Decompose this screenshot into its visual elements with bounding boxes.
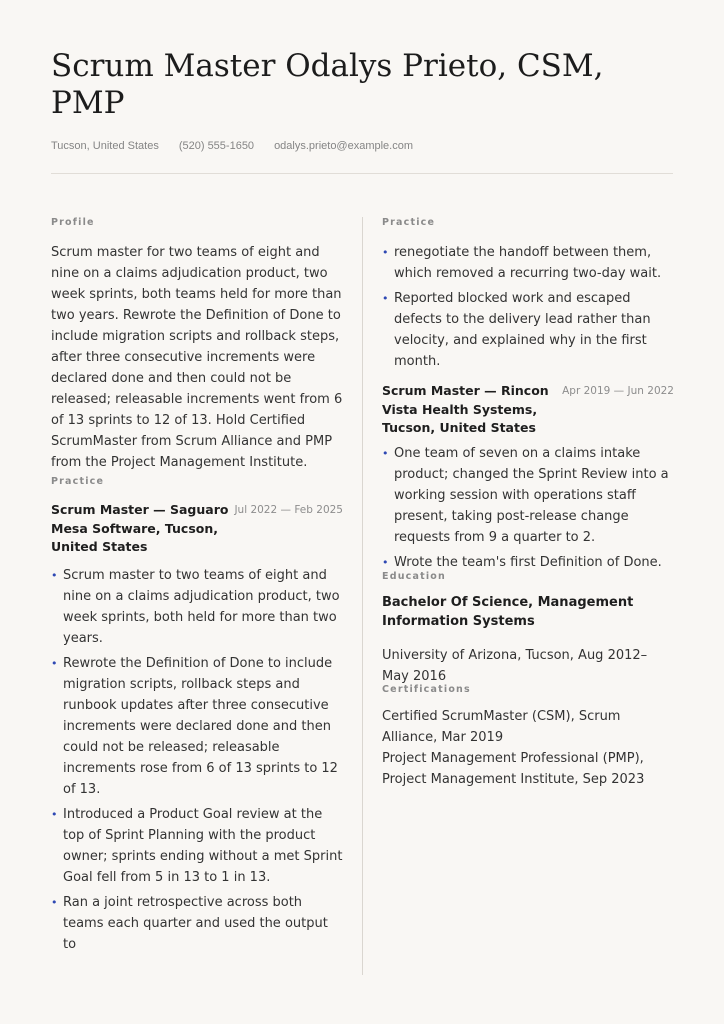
list-item: • Introduced a Product Goal review at the top of Sprint Planning with the product owner; sprints ending without a met Sprint Goal fell from 5 in 13 to 1 in 13. — [51, 804, 343, 888]
section-label-certifications: Certifications — [382, 683, 471, 695]
job-dates: Jul 2022 — Feb 2025 — [234, 504, 343, 516]
bullet-dot-icon: • — [51, 807, 58, 821]
profile-summary: Scrum master for two teams of eight and nine on a claims adjudication product, two week sprints, both teams held for more than two years. Rewrote the Definition of Done to include migration scripts and rollback steps, after three consecutive increments were declared done and then could not be released; releasable increments went from 6 of 13 sprints to 12 of 13. Hold Certified ScrumMaster from Scrum Alliance and PMP from the Project Management Institute. — [51, 245, 343, 470]
resume-header — [51, 48, 673, 152]
list-item: • Ran a joint retrospective across both teams each quarter and used the output to — [51, 892, 343, 955]
job-1-bullets — [51, 565, 343, 955]
job-title: Scrum Master — Rincon Vista Health Systems, Tucson, United States — [382, 383, 549, 435]
contact-line — [51, 140, 673, 152]
education-degree: Bachelor Of Science, Management Information Systems — [382, 594, 634, 629]
bullet-dot-icon: • — [382, 555, 389, 569]
bullet-dot-icon: • — [382, 246, 389, 259]
job-header-1 — [51, 501, 343, 557]
job-title: Scrum Master — Saguaro Mesa Software, Tucson, United States — [51, 502, 229, 554]
bullet-dot-icon: • — [382, 292, 389, 305]
certification-item: Project Management Professional (PMP), Project Management Institute, Sep 2023 — [382, 750, 645, 787]
bullet-dot-icon: • — [51, 895, 58, 909]
list-item: • renegotiate the handoff between them, which removed a recurring two-day wait. — [382, 242, 674, 284]
list-item: • Reported blocked work and escaped defects to the delivery lead rather than velocity, and explained why in the first month. — [382, 288, 674, 372]
list-item: • Wrote the team's first Definition of Done. — [382, 552, 674, 573]
section-label-practice-continued: Practice — [382, 217, 436, 228]
list-item: • One team of seven on a claims intake product; changed the Sprint Review into a working session with operations staff present, taking post-release change requests from 9 a quarter to 2. — [382, 443, 674, 548]
candidate-name: Scrum Master Odalys Prieto, CSM, PMP — [51, 48, 604, 121]
column-divider — [362, 217, 363, 975]
list-item: • Scrum master to two teams of eight and nine on a claims adjudication product, two week sprints, both held for more than two years. — [51, 565, 343, 649]
education-detail: University of Arizona, Tucson, Aug 2012–May 2016 — [382, 647, 648, 684]
job-header-2 — [382, 382, 674, 438]
job-dates: Apr 2019 — Jun 2022 — [562, 385, 674, 397]
job-2-bullets — [382, 443, 674, 573]
left-column — [51, 217, 343, 959]
contact-email[interactable]: odalys.prieto@example.com — [274, 140, 414, 152]
bullet-dot-icon: • — [382, 446, 389, 460]
bullet-dot-icon: • — [51, 656, 58, 670]
job-1-bullets-continued — [382, 242, 674, 372]
section-label-education: Education — [382, 570, 446, 582]
right-column — [382, 217, 674, 790]
certification-item: Certified ScrumMaster (CSM), Scrum Alliance, Mar 2019 — [382, 708, 621, 745]
bullet-dot-icon: • — [51, 568, 58, 582]
list-item: • Rewrote the Definition of Done to include migration scripts, rollback steps and runbook updates after three consecutive increments were declared done and then could not be released; releasable increments rose from 6 of 13 sprints to 12 of 13. — [51, 653, 343, 800]
contact-phone[interactable]: (520) 555-1650 — [178, 140, 255, 152]
contact-location: Tucson, United States — [51, 140, 159, 152]
section-label-practice: Practice — [51, 476, 105, 487]
header-divider — [51, 173, 673, 174]
section-label-profile: Profile — [51, 217, 95, 228]
